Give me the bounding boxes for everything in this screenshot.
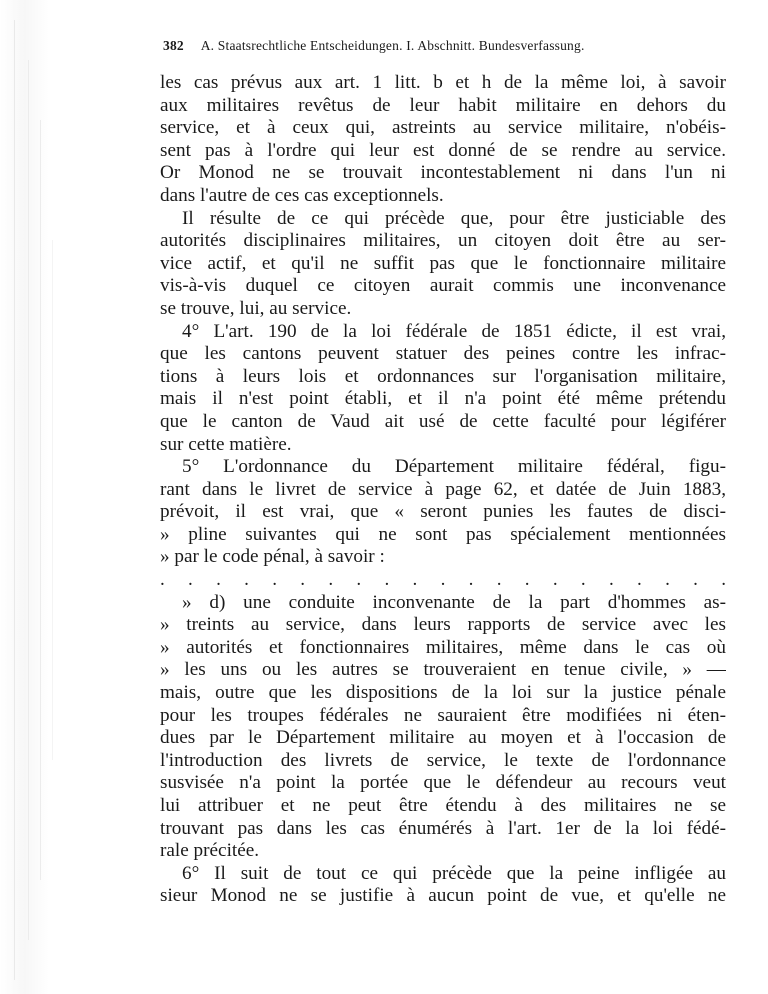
running-title: A. Staatsrechtliche Entscheidungen. I. Abschnitt. Bundesverfassung. <box>200 38 585 53</box>
text-line: » autorités et fonctionnaires militaires, même dans le cas où <box>160 636 726 658</box>
text-line: service, et à ceux qui, astreints au service militaire, n'obéis- <box>160 117 726 139</box>
text-line: se trouve, lui, au service. <box>160 297 352 319</box>
text-line: vis-à-vis duquel ce citoyen aurait commis une inconvenance <box>160 275 726 297</box>
text-line: » pline suivantes qui ne sont pas spécialement mentionnées <box>160 523 726 545</box>
text-line: 5° L'ordonnance du Département militaire fédéral, figu- <box>182 456 726 478</box>
text-line: mais il n'est point établi, et il n'a point été même prétendu <box>160 388 726 410</box>
text-line: Il résulte de ce qui précède que, pour être justiciable des <box>182 207 726 229</box>
binding-gutter <box>0 0 70 994</box>
text-line: pour les troupes fédérales ne sauraient être modifiées ni éten- <box>160 704 726 726</box>
text-line: vice actif, et qu'il ne suffit pas que le fonctionnaire militaire <box>160 252 726 274</box>
text-line: prévoit, il est vrai, que « seront punies les fautes de disci- <box>160 501 726 523</box>
text-line: lui attribuer et ne peut être étendu à des militaires ne se <box>160 795 726 816</box>
text-line: que les cantons peuvent statuer des peines contre les infrac- <box>160 343 726 365</box>
text-line: aux militaires revêtus de leur habit militaire en dehors du <box>160 94 726 116</box>
text-line: sent pas à l'ordre qui leur est donné de se rendre au service. <box>160 139 726 161</box>
text-line: Or Monod ne se trouvait incontestablement ni dans l'un ni <box>160 162 726 184</box>
text-line: sieur Monod ne se justifie à aucun point de vue, et qu'elle ne <box>160 885 726 907</box>
text-line: tions à leurs lois et ordonnances sur l'organisation militaire, <box>160 365 726 387</box>
text-line: sur cette matière. <box>160 433 292 455</box>
text-line: » les uns ou les autres se trouveraient en tenue civile, » — <box>160 659 726 681</box>
text-line: autorités disciplinaires militaires, un citoyen doit être au ser- <box>160 230 726 252</box>
text-line: » treints au service, dans leurs rapports de service avec les <box>160 614 726 636</box>
text-line: rant dans le livret de service à page 62, et datée de Juin 1883, <box>160 478 726 500</box>
text-line: l'introduction des livrets de service, le texte de l'ordonnance <box>160 749 726 771</box>
text-line: les cas prévus aux art. 1 litt. b et h de la même loi, à savoir <box>160 72 726 93</box>
text-line: susvisée n'a point la portée que le défendeur au recours veut <box>160 772 726 794</box>
running-head <box>163 38 723 54</box>
text-line: dues par le Département militaire au moyen et à l'occasion de <box>160 727 726 749</box>
text-line: dans l'autre de ces cas exceptionnels. <box>160 184 444 206</box>
text-line: 4° L'art. 190 de la loi fédérale de 1851 édicte, il est vrai, <box>182 320 726 342</box>
text-line: 6° Il suit de tout ce qui précède que la peine infligée au <box>182 862 726 884</box>
body-text <box>160 72 726 908</box>
text-line: trouvant pas dans les cas énumérés à l'art. 1er de la loi fédé- <box>160 817 726 839</box>
text-line: » par le code pénal, à savoir : <box>160 546 385 568</box>
text-line: que le canton de Vaud ait usé de cette faculté pour légiférer <box>160 410 726 432</box>
page-number: 382 <box>163 38 184 53</box>
text-line: mais, outre que les dispositions de la loi sur la justice pénale <box>160 682 726 704</box>
text-line: . . . . . . . . . . . . . . . . . . . . . <box>160 569 726 591</box>
text-line: » d) une conduite inconvenante de la part d'hommes as- <box>182 591 726 613</box>
text-line: rale précitée. <box>160 840 260 862</box>
